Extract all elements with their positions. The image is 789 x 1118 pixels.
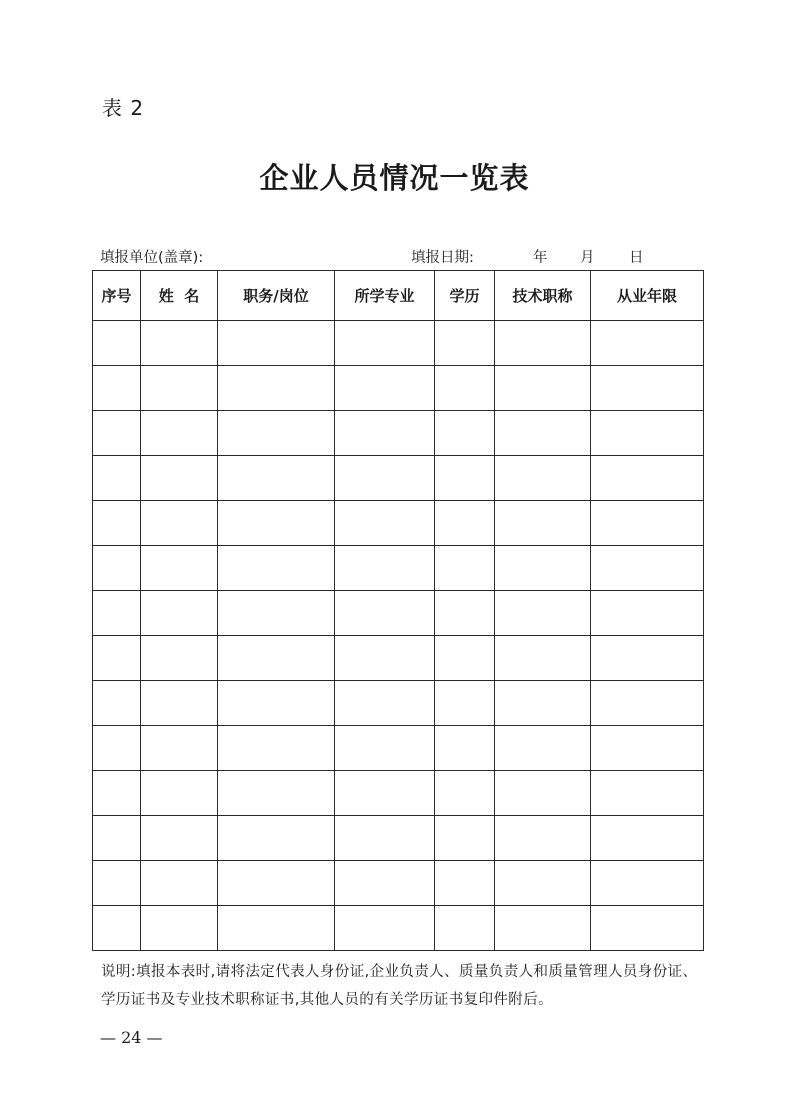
- table-cell: [218, 546, 335, 591]
- table-row: [93, 861, 704, 906]
- table-cell: [141, 771, 218, 816]
- table-cell: [218, 411, 335, 456]
- table-cell: [218, 726, 335, 771]
- table-cell: [218, 321, 335, 366]
- table-cell: [141, 816, 218, 861]
- table-row: [93, 681, 704, 726]
- table-cell: [495, 636, 591, 681]
- table-cell: [335, 366, 435, 411]
- table-cell: [495, 726, 591, 771]
- instructions-note: 说明:填报本表时,请将法定代表人身份证,企业负责人、质量负责人和质量管理人员身份证、学历证书及专业技术职称证书,其他人员的有关学历证书复印件附后。: [101, 964, 698, 1008]
- page-number: — 24 —: [100, 1028, 163, 1047]
- table-cell: [141, 366, 218, 411]
- table-cell: [591, 906, 704, 951]
- table-cell: [218, 906, 335, 951]
- table-cell: [141, 861, 218, 906]
- date-day-label: 日: [629, 250, 644, 266]
- table-cell: [141, 591, 218, 636]
- table-cell: [141, 906, 218, 951]
- table-cell: [141, 681, 218, 726]
- table-cell: [93, 636, 141, 681]
- header-major: 所学专业: [335, 271, 435, 321]
- header-education: 学历: [435, 271, 495, 321]
- table-row: [93, 906, 704, 951]
- table-cell: [218, 591, 335, 636]
- table-cell: [495, 321, 591, 366]
- table-cell: [335, 501, 435, 546]
- table-cell: [435, 636, 495, 681]
- table-cell: [591, 501, 704, 546]
- table-cell: [495, 456, 591, 501]
- table-cell: [591, 861, 704, 906]
- table-row: [93, 411, 704, 456]
- header-position: 职务/岗位: [218, 271, 335, 321]
- table-cell: [218, 456, 335, 501]
- table-cell: [141, 546, 218, 591]
- date-year-label: 年: [533, 250, 548, 266]
- table-row: [93, 501, 704, 546]
- table-cell: [435, 771, 495, 816]
- header-serial-number: 序号: [93, 271, 141, 321]
- table-cell: [218, 861, 335, 906]
- table-cell: [141, 726, 218, 771]
- table-cell: [591, 726, 704, 771]
- table-cell: [93, 411, 141, 456]
- table-cell: [495, 906, 591, 951]
- table-cell: [93, 456, 141, 501]
- filling-date-label: 填报日期:: [411, 250, 474, 266]
- table-row: [93, 636, 704, 681]
- table-header-row: [93, 271, 704, 321]
- table-cell: [495, 366, 591, 411]
- table-cell: [141, 456, 218, 501]
- table-cell: [335, 321, 435, 366]
- table-cell: [435, 456, 495, 501]
- document-title: 企业人员情况一览表: [259, 161, 530, 195]
- table-cell: [335, 411, 435, 456]
- table-cell: [335, 681, 435, 726]
- table-cell: [93, 591, 141, 636]
- filling-unit-label: 填报单位(盖章):: [100, 250, 204, 266]
- header-years-of-service: 从业年限: [591, 271, 704, 321]
- table-cell: [93, 321, 141, 366]
- table-cell: [591, 366, 704, 411]
- table-cell: [435, 591, 495, 636]
- table-cell: [93, 726, 141, 771]
- table-cell: [495, 681, 591, 726]
- table-row: [93, 726, 704, 771]
- table-cell: [435, 366, 495, 411]
- table-cell: [435, 816, 495, 861]
- table-cell: [591, 591, 704, 636]
- table-cell: [495, 501, 591, 546]
- table-body: [93, 321, 704, 951]
- table-cell: [141, 636, 218, 681]
- table-cell: [218, 771, 335, 816]
- table-cell: [335, 771, 435, 816]
- table-cell: [335, 456, 435, 501]
- table-number-label: 表 2: [102, 96, 145, 120]
- table-row: [93, 456, 704, 501]
- table-row: [93, 321, 704, 366]
- table-cell: [495, 591, 591, 636]
- table-cell: [141, 501, 218, 546]
- table-cell: [435, 501, 495, 546]
- table-cell: [141, 411, 218, 456]
- table-row: [93, 591, 704, 636]
- table-cell: [591, 681, 704, 726]
- table-cell: [591, 456, 704, 501]
- table-cell: [218, 681, 335, 726]
- table-cell: [93, 546, 141, 591]
- table-cell: [591, 816, 704, 861]
- table-cell: [591, 411, 704, 456]
- table-row: [93, 366, 704, 411]
- table-cell: [435, 906, 495, 951]
- table-cell: [495, 546, 591, 591]
- table-cell: [93, 366, 141, 411]
- table-cell: [495, 861, 591, 906]
- table-cell: [591, 771, 704, 816]
- table-cell: [435, 546, 495, 591]
- table-cell: [495, 411, 591, 456]
- header-technical-title: 技术职称: [495, 271, 591, 321]
- table-cell: [435, 411, 495, 456]
- table-cell: [218, 636, 335, 681]
- personnel-table: [92, 270, 704, 951]
- table-cell: [591, 546, 704, 591]
- table-cell: [335, 861, 435, 906]
- table-cell: [335, 906, 435, 951]
- table-cell: [218, 501, 335, 546]
- table-cell: [93, 816, 141, 861]
- table-row: [93, 771, 704, 816]
- table-cell: [93, 906, 141, 951]
- table-cell: [335, 591, 435, 636]
- table-cell: [93, 681, 141, 726]
- table-cell: [495, 771, 591, 816]
- table-cell: [93, 771, 141, 816]
- table-cell: [435, 726, 495, 771]
- table-cell: [218, 816, 335, 861]
- table-cell: [335, 816, 435, 861]
- table-cell: [218, 366, 335, 411]
- table-cell: [435, 681, 495, 726]
- table-cell: [93, 501, 141, 546]
- date-month-label: 月: [580, 250, 595, 266]
- table-cell: [141, 321, 218, 366]
- table-cell: [495, 816, 591, 861]
- header-name: 姓 名: [141, 271, 218, 321]
- table-cell: [591, 321, 704, 366]
- table-cell: [591, 636, 704, 681]
- table-cell: [435, 321, 495, 366]
- table-cell: [335, 726, 435, 771]
- table-cell: [335, 636, 435, 681]
- table-cell: [93, 861, 141, 906]
- table-cell: [435, 861, 495, 906]
- table-cell: [335, 546, 435, 591]
- table-row: [93, 816, 704, 861]
- table-row: [93, 546, 704, 591]
